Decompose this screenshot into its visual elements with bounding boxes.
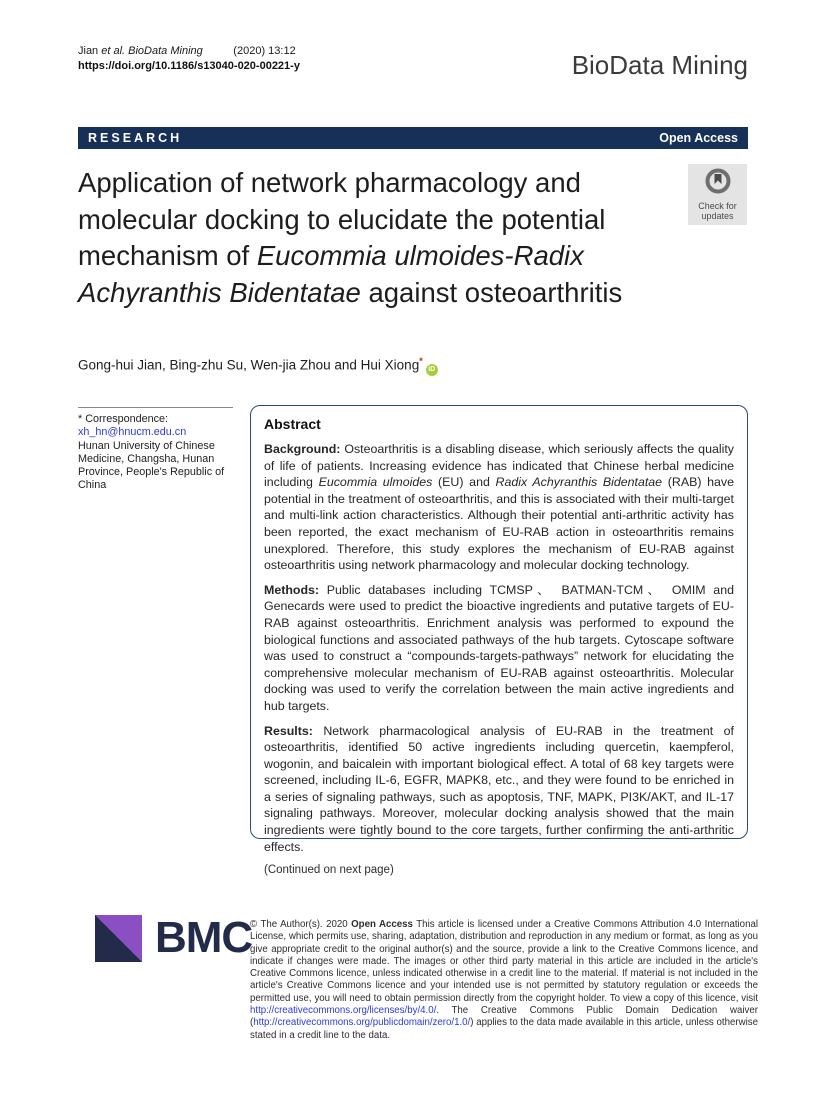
correspondence-block bbox=[78, 413, 238, 493]
abstract-box bbox=[250, 405, 748, 877]
check-for-updates-badge[interactable] bbox=[688, 164, 747, 225]
page-title: Application of network pharmacology and molecular docking to elucidate the potential mechanism of Eucommia ulmoides-Radix Achyranthis Bidentatae against osteoarthritis bbox=[78, 167, 623, 308]
bmc-logo-icon bbox=[95, 915, 142, 962]
abstract-paragraph-background: Background: Osteoarthritis is a disabling disease, which seriously affects the quality of life of patients. Increasing evidence has indicated that Chinese herbal medicine including Eucommia ulmoides (EU) and Radix Achyranthis Bidentatae (RAB) have potential in the treatment of osteoarthritis, and this is associated with their multi-target and multi-link action characteristics. Although their potential anti-arthritic activity has been reported, the exact mechanism of EU-RAB action in osteoarthritis remains unexplored. Therefore, this study explores the mechanism of EU-RAB against osteoarthritis using network pharmacology and molecular docking technology. bbox=[264, 442, 735, 573]
article-type-banner bbox=[78, 127, 748, 149]
authors-names: Gong-hui Jian, Bing-zhu Su, Wen-jia Zhou and Hui Xiong bbox=[78, 357, 420, 373]
open-access-label: Open Access bbox=[659, 131, 738, 145]
correspondence-email-link[interactable]: xh_hn@hnucm.edu.cn bbox=[78, 426, 187, 439]
doi-text: https://doi.org/10.1186/s13040-020-00221-y bbox=[78, 60, 300, 72]
bmc-logo-text: BMC bbox=[155, 913, 253, 962]
corresponding-author-asterisk: * bbox=[419, 356, 423, 366]
license-text: © The Author(s). 2020 Open Access This article is licensed under a Creative Commons Attribution 4.0 International License, which permits use, sharing, adaptation, distribution and reproduction in any medium or format, as long as you give appropriate credit to the original author(s) and the source, provide a link to the Creative Commons licence, and indicate if changes were made. The images or other third party material in this article are included in the article's Creative Commons licence, unless indicated otherwise in a credit line to the material. If material is not included in the article's Creative Commons licence and your intended use is not permitted by statutory regulation or exceeds the permitted use, you will need to obtain permission directly from the copyright holder. To view a copy of this licence, visit http://creativecommons.org/licenses/by/4.0/. The Creative Commons Public Domain Dedication waiver (http://creativecommons.org/publicdomain/zero/1.0/) applies to the data made available in this article, unless otherwise stated in a credit line to the data. bbox=[250, 919, 758, 1041]
publisher-logo bbox=[95, 913, 252, 963]
abstract-heading: Abstract bbox=[264, 416, 321, 432]
orcid-icon[interactable]: iD bbox=[426, 364, 438, 376]
article-type-label: RESEARCH bbox=[88, 131, 183, 145]
correspondence-label: * Correspondence: bbox=[78, 413, 169, 425]
check-for-updates-text: Check for updates bbox=[698, 201, 737, 221]
continued-note: (Continued on next page) bbox=[264, 864, 394, 877]
abstract-paragraph-methods: Methods: Public databases including TCMSP、 BATMAN-TCM、 OMIM and Genecards were used to predict the bioactive ingredients and putative targets of EU-RAB against osteoarthritis. Enrichment analysis was performed to expound the biological functions and associated pathways of the hub targets. Cytoscape software was used to construct a “compounds-targets-pathways” network for elucidating the comprehensive molecular mechanism of EU-RAB against osteoarthritis. Molecular docking was used to verify the correlation between the main active ingredients and hub targets. bbox=[264, 582, 734, 713]
citation-line: Jian et al. BioData Mining (2020) 13:12 bbox=[78, 45, 296, 57]
affiliation-text: Hunan University of Chinese Medicine, Changsha, Hunan Province, People's Republic of China bbox=[78, 439, 225, 492]
left-column-divider bbox=[78, 407, 233, 408]
check-for-updates-icon bbox=[705, 168, 731, 199]
abstract-paragraph-results: Results: Network pharmacological analysis of EU-RAB in the treatment of osteoarthritis, identified 50 active ingredients including quercetin, kaempferol, wogonin, and baicalein with important biological effect. A total of 68 key targets were screened, including IL-6, EGFR, MAPK8, etc., and they were found to be enriched in a series of signaling pathways, such as apoptosis, TNF, MAPK, PI3K/AKT, and IL-17 signaling pathways. Moreover, molecular docking analysis showed that the main ingredients were tightly bound to the core targets, further confirming the anti-arthritic effects. bbox=[264, 723, 734, 854]
journal-logo: BioData Mining bbox=[571, 50, 748, 80]
authors-line bbox=[78, 356, 438, 376]
